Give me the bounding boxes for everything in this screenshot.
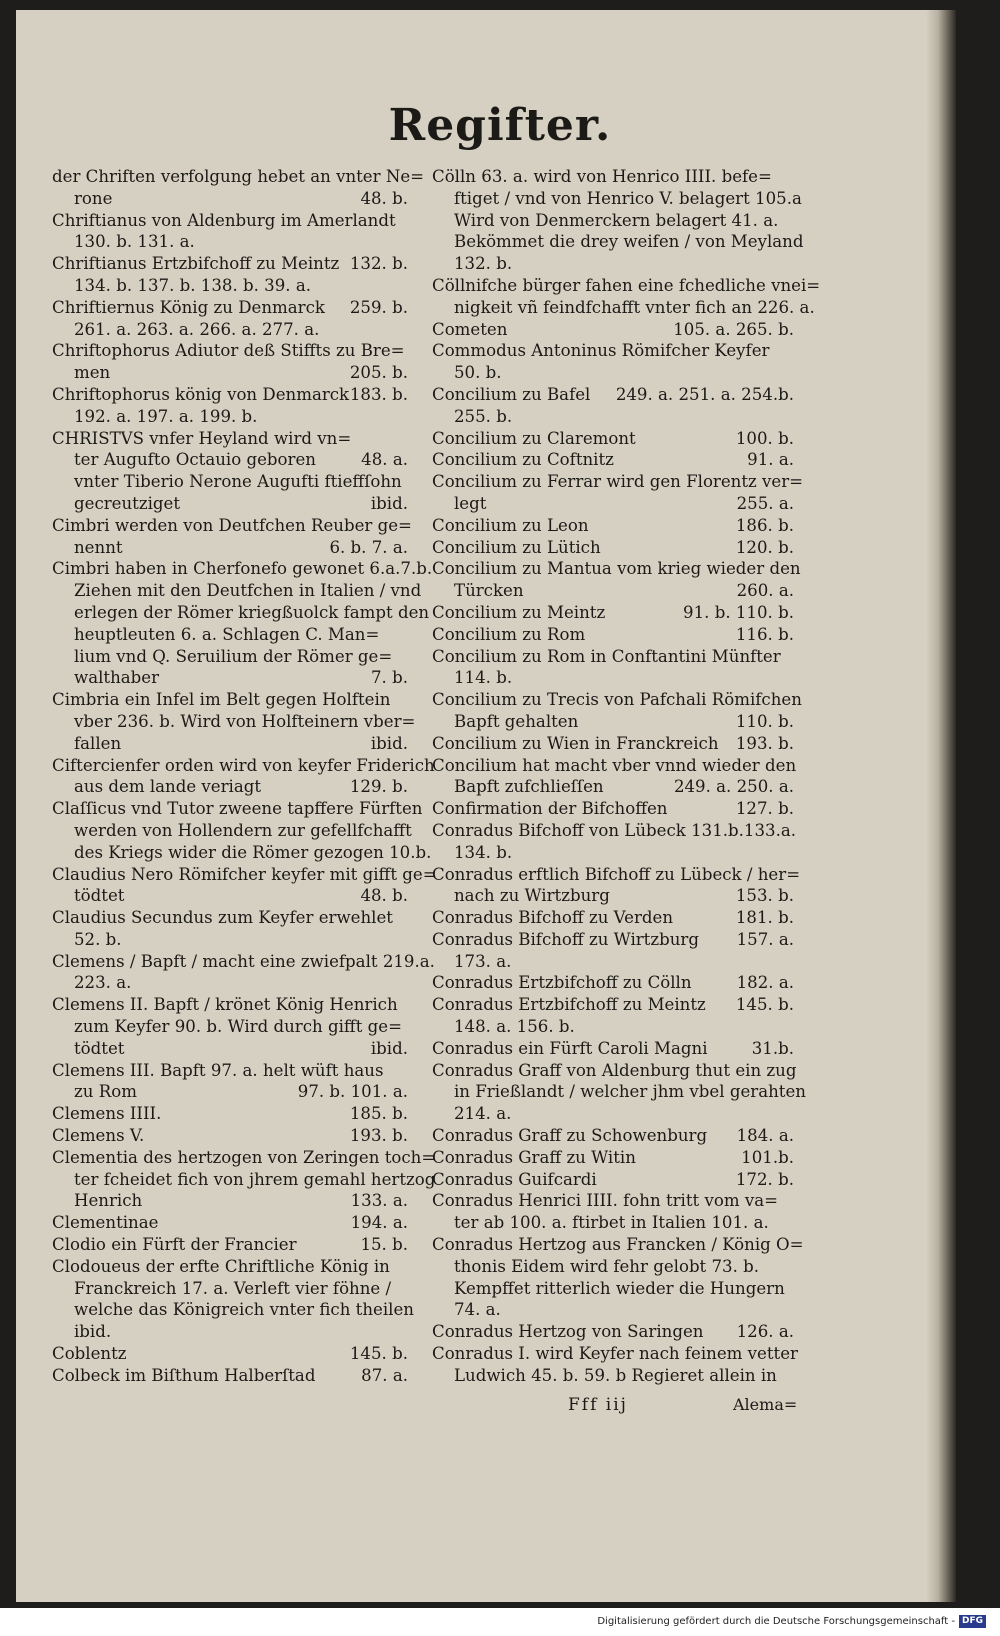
page-reference: 183. b. [349,384,408,404]
right-column [432,166,821,1387]
index-line [432,1147,794,1169]
index-line: 255. b. [454,406,513,426]
index-line [52,1365,408,1387]
index-line [432,1321,794,1343]
page-reference: 101.b. [741,1147,794,1167]
page-reference: 116. b. [735,624,794,644]
signature-mark: Fff iij [568,1395,628,1415]
page-reference: 260. a. [736,581,794,601]
index-line [52,667,408,689]
entry-text: Confirmation der Bifchoffen [432,799,668,819]
dfg-logo: DFG [959,1615,986,1628]
index-line: 214. a. [454,1104,512,1124]
entry-text: Concilium zu Bafel [432,384,591,404]
page-reference: ibid. [370,493,408,513]
entry-text: Concilium zu Wien in Franckreich [432,733,719,753]
index-line: Commodus Antoninus Römifcher Keyfer [432,341,770,361]
entry-text: Concilium zu Meintz [432,602,606,622]
entry-text: rone [74,188,113,208]
index-line: Clemens / Bapft / macht eine zwiefpalt 219.a. [52,951,435,971]
entry-text: nach zu Wirtzburg [454,886,610,906]
index-line: Ziehen mit den Deutfchen in Italien / vnd [74,581,422,601]
index-line: 132. b. [454,254,513,274]
page-reference: 184. a. [736,1126,794,1146]
page-reference: 120. b. [735,537,794,557]
page-reference: 91. a. [747,450,794,470]
index-line [432,929,794,951]
index-line: Claſſicus vnd Tutor zweene tapffere Fürften [52,799,423,819]
entry-text: Concilium zu Leon [432,515,589,535]
index-line [52,362,408,384]
index-line: 114. b. [454,668,513,688]
index-line: werden von Hollendern zur gefellfchafft [74,820,412,840]
entry-text: Concilium zu Rom [432,624,586,644]
index-line: Conradus erftlich Bifchoff zu Lübeck / her= [432,864,801,884]
index-line: Clemens II. Bapft / krönet König Henrich [52,995,398,1015]
entry-text: Cometen [432,319,508,339]
page-reference: 91. b. 110. b. [683,602,794,622]
entry-text: Colbeck im Biſthum Halberſtad [52,1365,316,1385]
page-reference: 259. b. [349,297,408,317]
page-reference: 205. b. [349,363,408,383]
index-line [52,537,408,559]
index-line [52,297,408,319]
index-line: 130. b. 131. a. [74,232,195,252]
index-line: Cimbri werden von Deutfchen Reuber ge= [52,515,412,535]
page-reference: 249. a. 250. a. [673,777,794,797]
index-line [52,776,408,798]
index-line [432,907,794,929]
index-line [432,972,794,994]
index-line: Clemens III. Bapft 97. a. helt wüft haus [52,1060,384,1080]
page-reference: ibid. [370,733,408,753]
page-reference: ibid. [370,1038,408,1058]
entry-text: walthaber [74,668,160,688]
index-line: Concilium zu Trecis von Pafchali Römifchen [432,690,802,710]
page-reference: 249. a. 251. a. 254.b. [615,384,794,404]
index-line: 148. a. 156. b. [454,1017,575,1037]
index-line: heuptleuten 6. a. Schlagen C. Man= [74,624,380,644]
entry-text: Conradus ein Fürft Caroli Magni [432,1038,708,1058]
index-line: Conradus Graff von Aldenburg thut ein zug [432,1060,797,1080]
page-reference: 31.b. [751,1038,794,1058]
page-reference: 97. b. 101. a. [297,1082,408,1102]
index-line [52,253,408,275]
page-reference: 145. b. [349,1344,408,1364]
index-line: Claudius Secundus zum Keyfer erwehlet [52,908,393,928]
index-line [432,449,794,471]
index-line [52,1125,408,1147]
entry-text: Conradus Ertzbifchoff zu Cölln [432,973,692,993]
page-reference: 172. b. [735,1169,794,1189]
index-line [432,885,794,907]
entry-text: Clodio ein Fürft der Francier [52,1235,297,1255]
index-line: ter fcheidet fich von jhrem gemahl hertzog [74,1169,436,1189]
page-reference: 6. b. 7. a. [329,537,408,557]
page-reference: 153. b. [735,886,794,906]
index-line [432,711,794,733]
page-reference: 255. a. [736,493,794,513]
index-line [432,1169,794,1191]
index-line: 261. a. 263. a. 266. a. 277. a. [74,319,320,339]
index-line: 74. a. [454,1300,501,1320]
page-reference: 157. a. [736,929,794,949]
index-line: Conradus Henrici IIII. fohn tritt vom va= [432,1191,779,1211]
page-reference: 48. b. [360,188,408,208]
entry-text: Clementinae [52,1213,159,1233]
entry-text: gecreutziget [74,493,181,513]
index-line [432,994,794,1016]
entry-text: legt [454,493,487,513]
index-line: 173. a. [454,951,512,971]
page-reference: 129. b. [349,777,408,797]
page-reference: 126. a. [736,1322,794,1342]
entry-text: Clemens V. [52,1126,145,1146]
index-line [52,493,408,515]
index-line: Clementia des hertzogen von Zeringen toch= [52,1147,436,1167]
entry-text: Henrich [74,1191,143,1211]
index-line: 134. b. 137. b. 138. b. 39. a. [74,275,312,295]
index-line [432,580,794,602]
index-line: Concilium hat macht vber vnnd wieder den [432,755,797,775]
entry-text: Concilium zu Claremont [432,428,636,448]
page-reference: 181. b. [735,908,794,928]
entry-text: Conradus Hertzog von Saringen [432,1322,704,1342]
index-line: thonis Eidem wird fehr gelobt 73. b. [454,1256,760,1276]
entry-text: tödtet [74,1038,125,1058]
index-line: Franckreich 17. a. Verleft vier föhne / [74,1278,392,1298]
index-line: Conradus I. wird Keyfer nach feinem vetter [432,1344,798,1364]
index-line [52,885,408,907]
entry-text: Conradus Ertzbifchoff zu Meintz [432,995,706,1015]
entry-text: aus dem lande veriagt [74,777,262,797]
index-line [432,428,794,450]
index-line: des Kriegs wider die Römer gezogen 10.b. [74,842,432,862]
index-line: vber 236. b. Wird von Holfteinern vber= [74,711,416,731]
page-reference: 105. a. 265. b. [673,319,794,339]
index-line [52,188,408,210]
index-line: CHRISTVS vnfer Heyland wird vn= [52,428,352,448]
page-reference: 145. b. [735,995,794,1015]
entry-text: Conradus Bifchoff zu Verden [432,908,674,928]
entry-text: Bapft zufchlieſſen [454,777,604,797]
index-line: Conradus Bifchoff von Lübeck 131.b.133.a. [432,820,797,840]
index-line: Chriftophorus Adiutor deß Stiffts zu Bre= [52,341,405,361]
index-line [52,1190,408,1212]
index-line [52,1038,408,1060]
index-line: Bekömmet die drey weifen / von Meyland [454,232,804,252]
index-line: Concilium zu Rom in Conftantini Münfter [432,646,781,666]
index-line: Kempffet ritterlich wieder die Hungern [454,1278,785,1298]
page-reference: 194. a. [350,1213,408,1233]
index-line [432,319,794,341]
index-line [432,384,794,406]
index-line: in Frießlandt / welcher jhm vbel gerahten [454,1082,806,1102]
entry-text: Conradus Guifcardi [432,1169,597,1189]
entry-text: zu Rom [74,1082,137,1102]
index-line [52,1234,408,1256]
index-line [432,624,794,646]
index-line: Wird von Denmerckern belagert 41. a. [454,210,779,230]
index-line [52,1212,408,1234]
index-line: vnter Tiberio Nerone Augufti ftieffſohn [74,472,402,492]
index-line: Cölln 63. a. wird von Henrico IIII. befe= [432,167,772,186]
entry-text: Conradus Graff zu Schowenburg [432,1126,708,1146]
page-reference: 185. b. [349,1104,408,1124]
index-line [432,776,794,798]
index-line: Cöllnifche bürger fahen eine fchedliche vnei= [432,275,821,295]
index-line: welche das Königreich vnter fich theilen [74,1300,414,1320]
entry-text: Concilium zu Lütich [432,537,601,557]
page-reference: 48. a. [361,450,408,470]
index-line [432,733,794,755]
page-reference: 7. b. [370,668,408,688]
entry-text: Conradus Bifchoff zu Wirtzburg [432,929,699,949]
page-reference: 110. b. [735,711,794,731]
index-line [432,798,794,820]
page-title: Regifter. [388,100,612,151]
left-column [52,166,437,1387]
index-line: Clodoueus der erfte Chriftliche König in [52,1256,390,1276]
index-line: zum Keyfer 90. b. Wird durch gifft ge= [74,1017,402,1037]
page-reference: 127. b. [735,799,794,819]
index-line: 52. b. [74,929,122,949]
page-reference: 193. b. [735,733,794,753]
index-line: Conradus Hertzog aus Francken / König O= [432,1235,804,1255]
index-line [432,515,794,537]
entry-text: Türcken [454,581,524,601]
page-reference: 48. b. [360,886,408,906]
catchword: Alema= [733,1395,798,1414]
entry-text: nennt [74,537,123,557]
index-line: 192. a. 197. a. 199. b. [74,406,258,426]
index-line [52,1343,408,1365]
entry-text: tödtet [74,886,125,906]
index-line [52,384,408,406]
page-reference: 193. b. [349,1126,408,1146]
index-line [52,733,408,755]
index-line: Cimbria ein Infel im Belt gegen Holftein [52,690,391,710]
entry-text: ter Augufto Octauio geboren [74,450,316,470]
page-reference: 100. b. [735,428,794,448]
index-line [432,537,794,559]
page-reference: 133. a. [350,1191,408,1211]
page-reference: 182. a. [736,973,794,993]
index-line: Concilium zu Ferrar wird gen Florentz ver= [432,472,804,492]
index-line [432,1038,794,1060]
entry-text: Coblentz [52,1344,127,1364]
page-spine-shadow [926,10,956,1602]
index-line: ibid. [74,1322,112,1342]
index-line: 50. b. [454,363,502,383]
index-line: ter ab 100. a. ftirbet in Italien 101. a. [454,1213,769,1233]
entry-text: men [74,363,111,383]
index-line: 134. b. [454,842,513,862]
index-line [432,602,794,624]
index-line: erlegen der Römer kriegßuolck fampt den [74,602,430,622]
index-line [432,1125,794,1147]
page-reference: 132. b. [349,254,408,274]
index-line [52,449,408,471]
entry-text: Chriftiernus König zu Denmarck [52,297,325,317]
index-line: Claudius Nero Römifcher keyfer mit gifft ge= [52,864,437,884]
index-line: der Chriften verfolgung hebet an vnter Ne= [52,167,425,186]
index-line: nigkeit vñ feindfchafft vnter fich an 226. a. [454,297,815,317]
index-line: ftiget / vnd von Henrico V. belagert 105.a [454,188,802,208]
footer-text: Digitalisierung gefördert durch die Deutsche Forschungsgemeinschaft - [597,1616,955,1627]
index-line: Concilium zu Mantua vom krieg wieder den [432,559,801,579]
entry-text: Concilium zu Coftnitz [432,450,614,470]
entry-text: Chriftianus Ertzbifchoff zu Meintz [52,254,340,274]
entry-text: Conradus Graff zu Witin [432,1147,636,1167]
entry-text: Chriftophorus könig von Denmarck [52,384,350,404]
index-line: 223. a. [74,973,132,993]
index-line: Chriftianus von Aldenburg im Amerlandt [52,210,396,230]
entry-text: Bapft gehalten [454,711,579,731]
index-line [52,1103,408,1125]
index-line: Ciftercienfer orden wird von keyfer Friderich [52,755,435,775]
page-reference: 15. b. [360,1235,408,1255]
index-line: Cimbri haben in Cherfonefo gewonet 6.a.7.b. [52,559,433,579]
page-reference: 87. a. [361,1365,408,1385]
index-line [432,493,794,515]
footer-credit [0,1612,986,1632]
entry-text: Clemens IIII. [52,1104,162,1124]
index-line [52,1081,408,1103]
page-reference: 186. b. [735,515,794,535]
index-line: Ludwich 45. b. 59. b Regieret allein in [454,1365,777,1385]
index-line: lium vnd Q. Seruilium der Römer ge= [74,646,393,666]
entry-text: fallen [74,733,122,753]
